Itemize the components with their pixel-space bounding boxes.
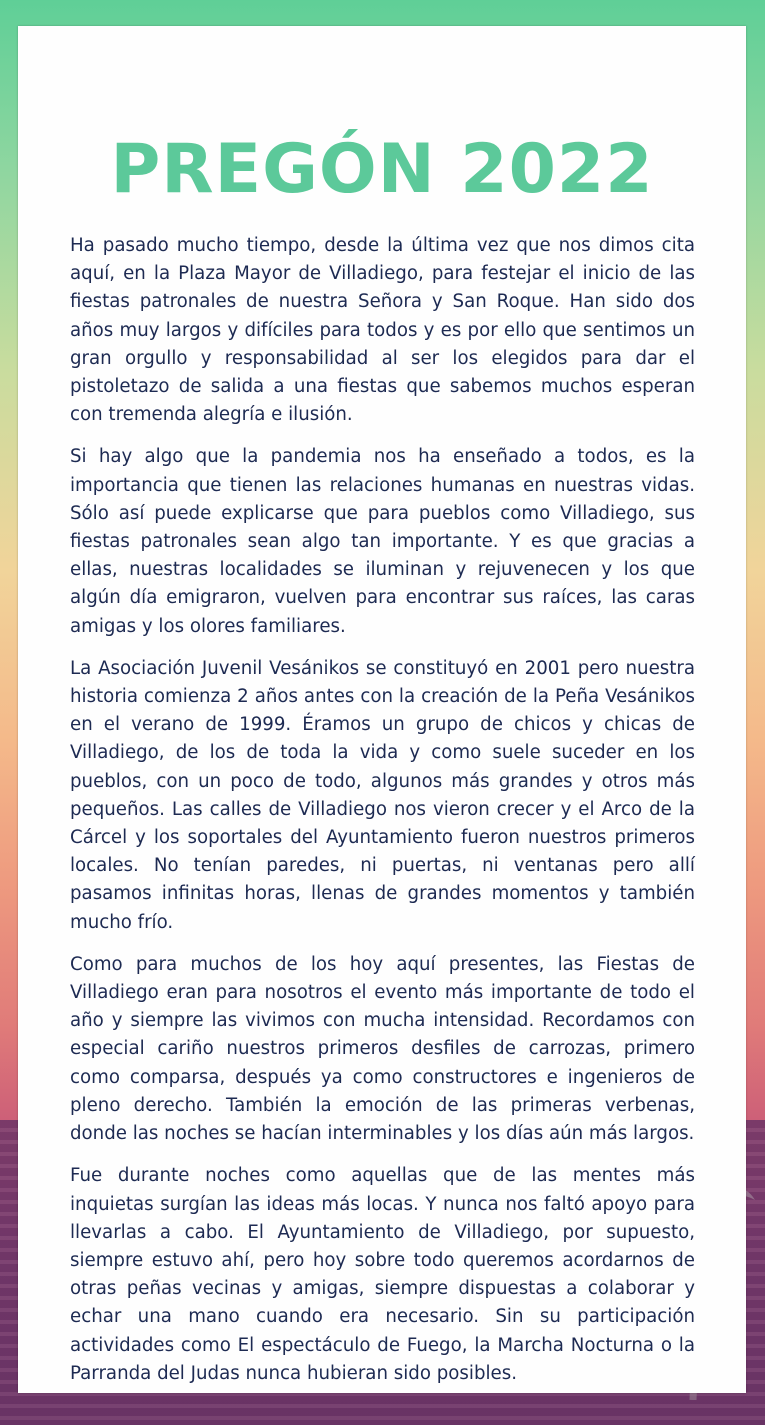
proclamation-card [18, 26, 746, 1393]
paragraph: Si hay algo que la pandemia nos ha enseñado a todos, es la importancia que tienen las relaciones humanas en nuestras vidas. Sólo así puede explicarse que para pueblos como Villadiego, sus fiestas patronales sean algo tan importante. Y es que gracias a ellas, nuestras localidades se iluminan y rejuvenecen y los que algún día emigraron, vuelven para encontrar sus raíces, las caras amigas y los olores familiares. [70, 446, 695, 637]
paragraph: Ha pasado mucho tiempo, desde la última vez que nos dimos cita aquí, en la Plaza Mayor de Villadiego, para festejar el inicio de las fiestas patronales de nuestra Señora y San Roque. Han sido dos años muy largos y difíciles para todos y es por ello que sentimos un gran orgullo y responsabilidad al ser los elegidos para dar el pistoletazo de salida a una fiestas que sabemos muchos esperan con tremenda alegría e ilusión. [70, 235, 695, 426]
page-title: PREGÓN 2022 [110, 130, 654, 209]
paragraph: Como para muchos de los hoy aquí presentes, las Fiestas de Villadiego eran para nosotros el evento más importante de todo el año y siempre las vivimos con mucha intensidad. Recordamos con especial cariño nuestros primeros desfiles de carrozas, primero como comparsa, después ya como constructores e ingenieros de pleno derecho. También la emoción de las primeras verbenas, donde las noches se hacían interminables y los días aún más largos. [70, 953, 695, 1145]
proclamation-body [70, 232, 695, 1402]
paragraph: La Asociación Juvenil Vesánikos se constituyó en 2001 pero nuestra historia comienza 2 años antes con la creación de la Peña Vesánikos en el verano de 1999. Éramos un grupo de chicos y chicas de Villadiego, de los de toda la vida y como suele suceder en los pueblos, con un poco de todo, algunos más grandes y otros más pequeños. Las calles de Villadiego nos vieron crecer y el Arco de la Cárcel y los soportales del Ayuntamiento fueron nuestros primeros locales. No tenían paredes, ni puertas, ni ventanas pero allí pasamos infinitas horas, llenas de grandes momentos y también mucho frío. [70, 657, 695, 933]
paragraph: Fue durante noches como aquellas que de las mentes más inquietas surgían las ideas más locas. Y nunca nos faltó apoyo para llevarlas a cabo. El Ayuntamiento de Villadiego, por supuesto, siempre estuvo ahí, pero hoy sobre todo queremos acordarnos de otras peñas vecinas y amigas, siempre dispuestas a colaborar y echar una mano cuando era necesario. Sin su participación actividades como El espectáculo de Fuego, la Marcha Nocturna o la Parranda del Judas nunca hubieran sido posibles. [70, 1165, 695, 1384]
